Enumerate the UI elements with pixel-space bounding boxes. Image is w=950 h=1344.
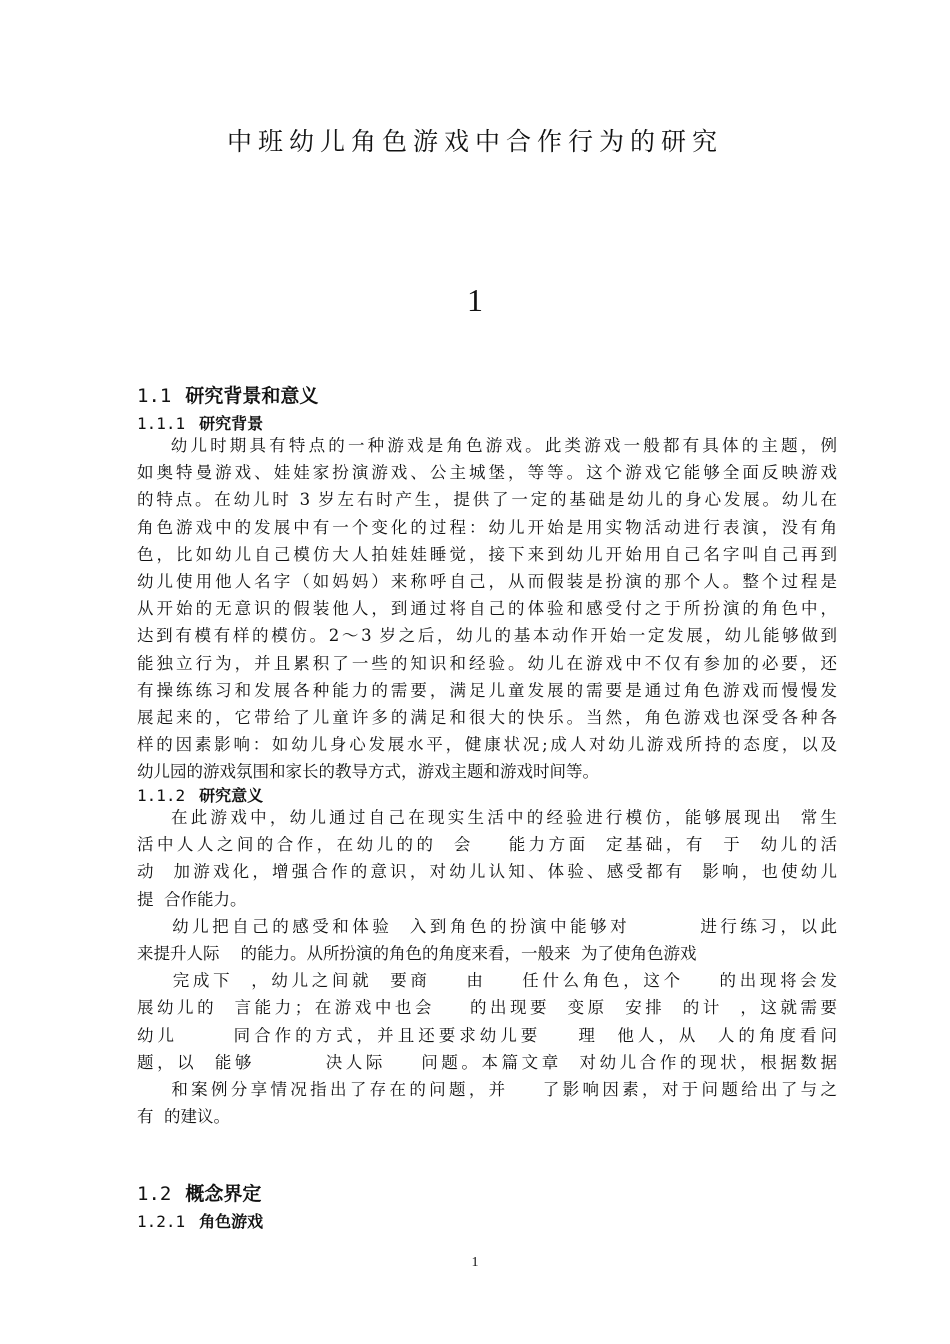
section-number: 1.2 bbox=[137, 1183, 172, 1205]
text-line: 如奥特曼游戏、娃娃家扮演游戏、公主城堡，等等。这个游戏它能够全面反映游戏 bbox=[137, 463, 837, 483]
text-line: 幼儿 同合作的方式，并且还要求幼儿要 理 他人，从 人的角度看问 bbox=[137, 1025, 837, 1045]
text-line: 达到有模有样的模仿。2～3 岁之后，幼儿的基本动作开始一定发展，幼儿能够做到 bbox=[137, 626, 837, 646]
subsection-heading-1-1-2 bbox=[137, 783, 263, 806]
paragraph-research-background bbox=[137, 432, 837, 785]
text-line: 在此游戏中，幼儿通过自己在现实生活中的经验进行模仿，能够展现出 常生 bbox=[137, 808, 837, 827]
section-number: 1.1 bbox=[137, 385, 172, 407]
chapter-number: 1 bbox=[467, 282, 483, 318]
text-line: 动 加游戏化，增强合作的意识，对幼儿认知、体验、感受都有 影响，也使幼儿 bbox=[137, 862, 837, 882]
text-line: 样的因素影响：如幼儿身心发展水平，健康状况;成人对幼儿游戏所持的态度，以及 bbox=[137, 735, 837, 755]
section-title: 研究背景和意义 bbox=[185, 385, 319, 407]
text-line: 的特点。在幼儿时 3 岁左右时产生，提供了一定的基础是幼儿的身心发展。幼儿在 bbox=[137, 490, 837, 510]
text-line: 题，以 能够 决人际 问题。本篇文章 对幼儿合作的现状，根据数据 bbox=[137, 1052, 837, 1072]
document-title: 中班幼儿角色游戏中合作行为的研究 bbox=[226, 127, 723, 156]
text-line: 色，比如幼儿自己模仿大人拍娃娃睡觉，接下来到幼儿开始用自己名字叫自己再到 bbox=[137, 544, 837, 564]
subsection-number: 1.2.1 bbox=[137, 1212, 186, 1231]
subsection-title: 研究背景 bbox=[199, 414, 264, 433]
text-line: 幼儿时期具有特点的一种游戏是角色游戏。此类游戏一般都有具体的主题，例 bbox=[137, 436, 837, 455]
subsection-heading-1-1-1 bbox=[137, 411, 263, 434]
subsection-heading-1-2-1 bbox=[137, 1209, 263, 1232]
text-line: 角色游戏中的发展中有一个变化的过程：幼儿开始是用实物活动进行表演，没有角 bbox=[137, 517, 837, 537]
page-number: 1 bbox=[471, 1255, 479, 1270]
text-line: 完成下 ，幼儿之间就 要商 由 任什么角色，这个 的出现将会发 bbox=[137, 971, 837, 991]
section-heading-1-1 bbox=[137, 381, 318, 408]
text-line: 展幼儿的 言能力；在游戏中也会 的出现要 变原 安排 的计 ，这就需要 bbox=[137, 998, 837, 1018]
text-line: 有操练练习和发展各种能力的需要，满足儿童发展的需要是通过角色游戏而慢慢发 bbox=[137, 680, 837, 700]
text-line: 幼儿使用他人名字（如妈妈）来称呼自己，从而假装是扮演的那个人。整个过程是 bbox=[137, 571, 837, 591]
section-heading-1-2 bbox=[137, 1179, 261, 1206]
paragraph-research-significance bbox=[137, 804, 837, 1130]
text-line: 能独立行为，并且累积了一些的知识和经验。幼儿在游戏中不仅有参加的必要，还 bbox=[137, 653, 837, 673]
text-line: 展起来的，它带给了儿童许多的满足和很大的快乐。当然，角色游戏也深受各种各 bbox=[137, 707, 837, 727]
subsection-number: 1.1.2 bbox=[137, 786, 186, 805]
text-line: 和案例分享情况指出了存在的问题，并 了影响因素，对于问题给出了与之 bbox=[137, 1079, 837, 1099]
subsection-title: 研究意义 bbox=[199, 786, 264, 805]
subsection-title: 角色游戏 bbox=[199, 1212, 264, 1231]
text-line: 从开始的无意识的假装他人，到通过将自己的体验和感受付之于所扮演的角色中， bbox=[137, 599, 837, 619]
text-line: 来提升人际 的能力。从所扮演的角色的角度来看，一般来 为了使角色游戏 bbox=[137, 943, 697, 963]
text-line: 幼儿园的游戏氛围和家长的教导方式，游戏主题和游戏时间等。 bbox=[137, 762, 599, 782]
subsection-number: 1.1.1 bbox=[137, 414, 186, 433]
text-line: 有 的建议。 bbox=[137, 1107, 230, 1127]
text-line: 幼儿把自己的感受和体验 入到角色的扮演中能够对 进行练习，以此 bbox=[137, 916, 837, 936]
text-line: 提 合作能力。 bbox=[137, 889, 247, 909]
text-line: 活中人人之间的合作，在幼儿的的 会 能力方面 定基础，有 于 幼儿的活 bbox=[137, 835, 837, 855]
section-title: 概念界定 bbox=[185, 1183, 262, 1205]
